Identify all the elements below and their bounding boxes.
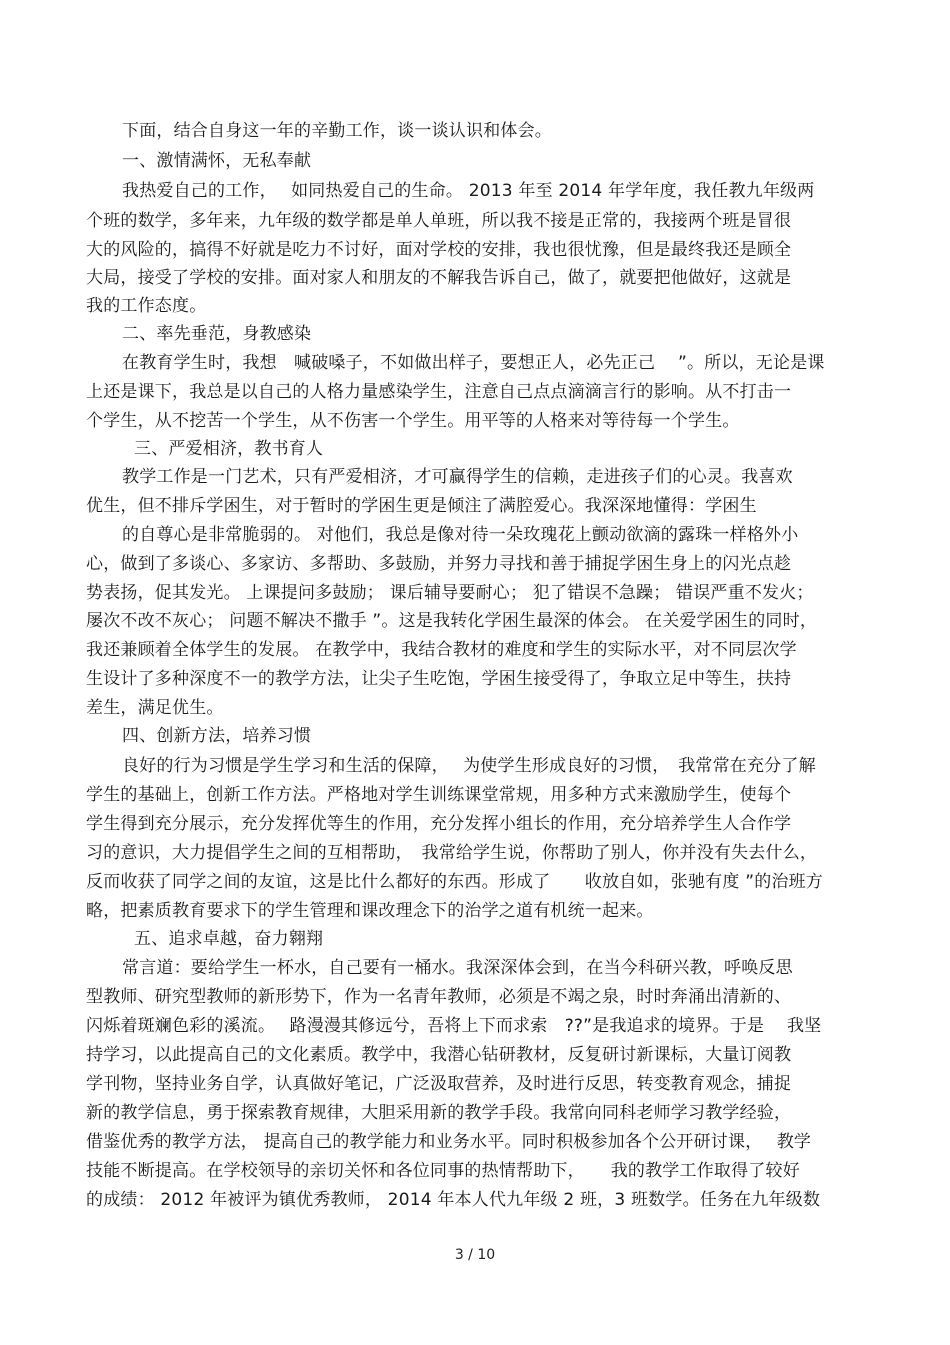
text-line: 学生得到充分展示，充分发挥优等生的作用，充分发挥小组长的作用，充分培养学生人合作学 xyxy=(86,814,792,834)
section-heading: 一、激情满怀，无私奉献 xyxy=(122,151,312,171)
text-line: 大局，接受了学校的安排。面对家人和朋友的不解我告诉自己，做了，就要把他做好，这就是 xyxy=(86,268,792,288)
text-line: 优生，但不排斥学困生，对于暂时的学困生更是倾注了满腔爱心。我深深地懂得：学困生 xyxy=(86,496,757,516)
text-line: 技能不断提高。在学校领导的亲切关怀和各位同事的热情帮助下， 我的教学工作取得了较好 xyxy=(86,1161,800,1181)
text-line: 习的意识，大力提倡学生之间的互相帮助， 我常给学生说，你帮助了别人，你并没有失去什么， xyxy=(86,843,818,863)
section-heading: 五、追求卓越，奋力翱翔 xyxy=(134,929,324,949)
text-line: 学刊物，坚持业务自学，认真做好笔记，广泛汲取营养，及时进行反思，转变教育观念，捕捉 xyxy=(86,1074,792,1094)
text-line: 势表扬，促其发光。 上课提问多鼓励； 课后辅导要耐心； 犯了错误不急躁； 错误严重不发火； xyxy=(86,583,814,603)
section-heading: 二、率先垂范，身教感染 xyxy=(122,324,312,344)
text-line: 我的工作态度。 xyxy=(86,296,207,316)
section-heading: 四、创新方法，培养习惯 xyxy=(122,726,312,746)
text-line: 略，把素质教育要求下的学生管理和课改理念下的治学之道有机统一起来。 xyxy=(86,901,654,921)
text-line: 良好的行为习惯是学生学习和生活的保障， 为使学生形成良好的习惯， 我常常在充分了解 xyxy=(122,756,816,776)
text-line: 个班的数学，多年来，九年级的数学都是单人单班，所以我不接是正常的，我接两个班是冒很 xyxy=(86,211,792,231)
text-line: 闪烁着斑斓色彩的溪流。 路漫漫其修远兮，吾将上下而求索 ??”是我追求的境界。于是 我坚 xyxy=(86,1016,822,1036)
text-line: 个学生，从不挖苦一个学生，从不伤害一个学生。用平等的人格来对等待每一个学生。 xyxy=(86,411,740,431)
text-line: 我还兼顾着全体学生的发展。 在教学中，我结合教材的难度和学生的实际水平，对不同层次学 xyxy=(86,640,797,660)
text-line: 我热爱自己的工作， 如同热爱自己的生命。 2013 年至 2014 年学年度，我任教九年级两 xyxy=(122,181,815,201)
text-line: 型教师、研究型教师的新形势下，作为一名青年教师，必须是不竭之泉，时时奔涌出清新的、 xyxy=(86,987,792,1007)
text-line: 的自尊心是非常脆弱的。 对他们，我总是像对待一朵玫瑰花上颤动欲滴的露珠一样格外小 xyxy=(122,525,799,545)
text-line: 屡次不改不灰心； 问题不解决不撒手 ”。这是我转化学困生最深的体会。 在关爱学困生的同时， xyxy=(86,611,818,631)
text-line: 新的教学信息，勇于探索教育规律，大胆采用新的教学手段。我常向同科老师学习教学经验， xyxy=(86,1103,792,1123)
text-line: 学生的基础上，创新工作方法。严格地对学生训练课堂常规，用多种方式来激励学生，使每个 xyxy=(86,785,792,805)
text-line: 借鉴优秀的教学方法， 提高自己的教学能力和业务水平。同时积极参加各个公开研讨课， 教学 xyxy=(86,1132,812,1152)
text-line: 生设计了多种深度不一的教学方法，让尖子生吃饱，学困生接受得了，争取立足中等生，扶持 xyxy=(86,669,792,689)
section-heading: 三、严爱相济，教书育人 xyxy=(134,439,324,459)
text-line: 差生，满足优生。 xyxy=(86,698,224,718)
text-line: 心，做到了多谈心、多家访、多帮助、多鼓励，并努力寻找和善于捕捉学困生身上的闪光点趁 xyxy=(86,554,792,574)
text-line: 在教育学生时，我想 喊破嗓子，不如做出样子，要想正人，必先正己 ”。所以，无论是课 xyxy=(122,353,825,373)
text-line: 常言道：要给学生一杯水，自己要有一桶水。我深深体会到，在当今科研兴教，呼唤反思 xyxy=(122,958,793,978)
page-number: 3 / 10 xyxy=(454,1247,496,1263)
text-line: 教学工作是一门艺术，只有严爱相济，才可赢得学生的信赖，走进孩子们的心灵。我喜欢 xyxy=(122,467,793,487)
text-line: 的成绩： 2012 年被评为镇优秀教师， 2014 年本人代九年级 2 班，3 班数学。任务在九年级数 xyxy=(86,1190,821,1210)
text-line: 下面，结合自身这一年的辛勤工作，谈一谈认识和体会。 xyxy=(122,121,552,141)
text-line: 大的风险的，搞得不好就是吃力不讨好，面对学校的安排，我也很忧豫，但是最终我还是顾全 xyxy=(86,240,792,260)
text-line: 上还是课下，我总是以自己的人格力量感染学生，注意自己点点滴滴言行的影响。从不打击一 xyxy=(86,382,792,402)
text-line: 反而收获了同学之间的友谊，这是比什么都好的东西。形成了 收放自如，张驰有度 ”的治班方 xyxy=(86,872,824,892)
text-line: 持学习，以此提高自己的文化素质。教学中，我潜心钻研教材，反复研讨新课标，大量订阅教 xyxy=(86,1045,792,1065)
